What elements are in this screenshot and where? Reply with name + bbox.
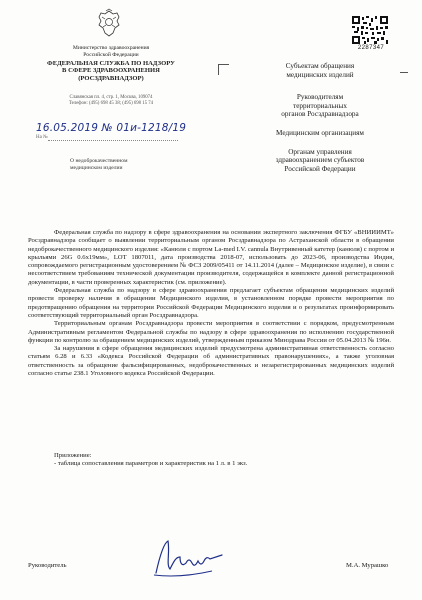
recipient-territorial: Руководителям территориальных органов Росздравнадзора [281, 93, 359, 119]
reply-to-label: На № [36, 135, 48, 140]
agency-name: ФЕДЕРАЛЬНАЯ СЛУЖБА ПО НАДЗОРУ В СФЕРЕ ЗДРАВООХРАНЕНИЯ (РОСЗДРАВНАДЗОР) [47, 60, 175, 82]
recipient-health-authorities: Органам управления здравоохранением субъектов Российской Федерации [275, 147, 365, 173]
barcode-icon [352, 16, 388, 44]
appendix [54, 452, 247, 469]
letter-subject: О недоброкачественном медицинском изделии [70, 158, 128, 171]
appendix-label: Приложение: [54, 452, 92, 459]
agency-address: Славянская пл. 4, стр. 1, Москва, 109074 Телефон: (495) 698 45 38; (495) 698 15 74 [68, 95, 154, 107]
letter-body [28, 229, 394, 378]
handwritten-signature [150, 535, 230, 579]
address-corner-mark [218, 64, 229, 75]
registration-line [36, 122, 196, 144]
address-tick-mark [400, 72, 408, 73]
body-paragraph-2: Федеральная служба по надзору в сфере здравоохранения предлагает субъектам обращения медицинских изделий провести проверку наличия в обращении Медицинского изделия, в установленном порядке провести мероприятия по предотвращению обращения на территории Российской Федерации Медицинского изделия и о результатах проинформировать соответствующий территориальный орган Росздравнадзора. [28, 287, 394, 319]
registration-handwritten: 16.05.2019 № 01и-1218/19 [36, 122, 187, 134]
signer-name: М.А. Мурашко [346, 562, 389, 569]
barcode-number: 2287347 [357, 45, 385, 51]
appendix-item: - таблица сопоставления параметров и характеристик на 1 л. в 1 экз. [54, 460, 248, 468]
recipient-medical: Медицинским организациям [276, 128, 364, 137]
ministry-name: Министерство здравоохранения Российской Федерации [72, 45, 150, 58]
recipient-subjects: Субъектам обращения медицинских изделий [285, 62, 355, 79]
signer-title: Руководитель [28, 562, 67, 569]
body-paragraph-3: Территориальным органам Росздравнадзора провести мероприятия в соответствии с порядком, предусмотренным Административным регламентом Федеральной службы по надзору в сфере здравоохранения по исполнению государственной функции по контролю за обращением медицинских изделий, утвержденным приказом Минздрава России от 05.04.2013 № 196н. [28, 320, 394, 344]
reply-to-dots [48, 140, 178, 141]
body-paragraph-4: За нарушения в сфере обращения медицинских изделий предусмотрена административная ответственность согласно статьям 6.28 и 6.33 «Кодекса Российской Федерации об административных правонарушениях», а также уголовная ответственность за обращение фальсифицированных, недоброкачественных и незарегистрированных медицинских изделий согласно статье 238.1 Уголовного кодекса Российской Федерации. [28, 345, 394, 378]
body-paragraph-1: Федеральная служба по надзору в сфере здравоохранения на основании экспертного заключения ФГБУ «ВНИИИМТ» Росздравнадзора сообщает о выявлении территориальным органом Росздравнадзора по Астраханской области в обращении недоброкачественного медицинского изделия: «Канюля с портом La-med I.V. cannula Внутривенный катетер (канюля) с портом и крыльями 26G 0.6x19мм», LOT 1807011, дата производства 2018-07, использовать до 2023-06, производства Индия, сопровождаемого регистрационным удостоверением № ФСЗ 2009/05411 от 14.11.2014 (далее – Медицинское изделие), в связи с несоответствием требованиям технической документации производителя, содержащейся в комплекте данной регистрационной документации, в части проверенных характеристик (см. приложение). [28, 229, 394, 286]
recipients-block [240, 62, 400, 183]
coat-of-arms-icon [96, 8, 122, 38]
